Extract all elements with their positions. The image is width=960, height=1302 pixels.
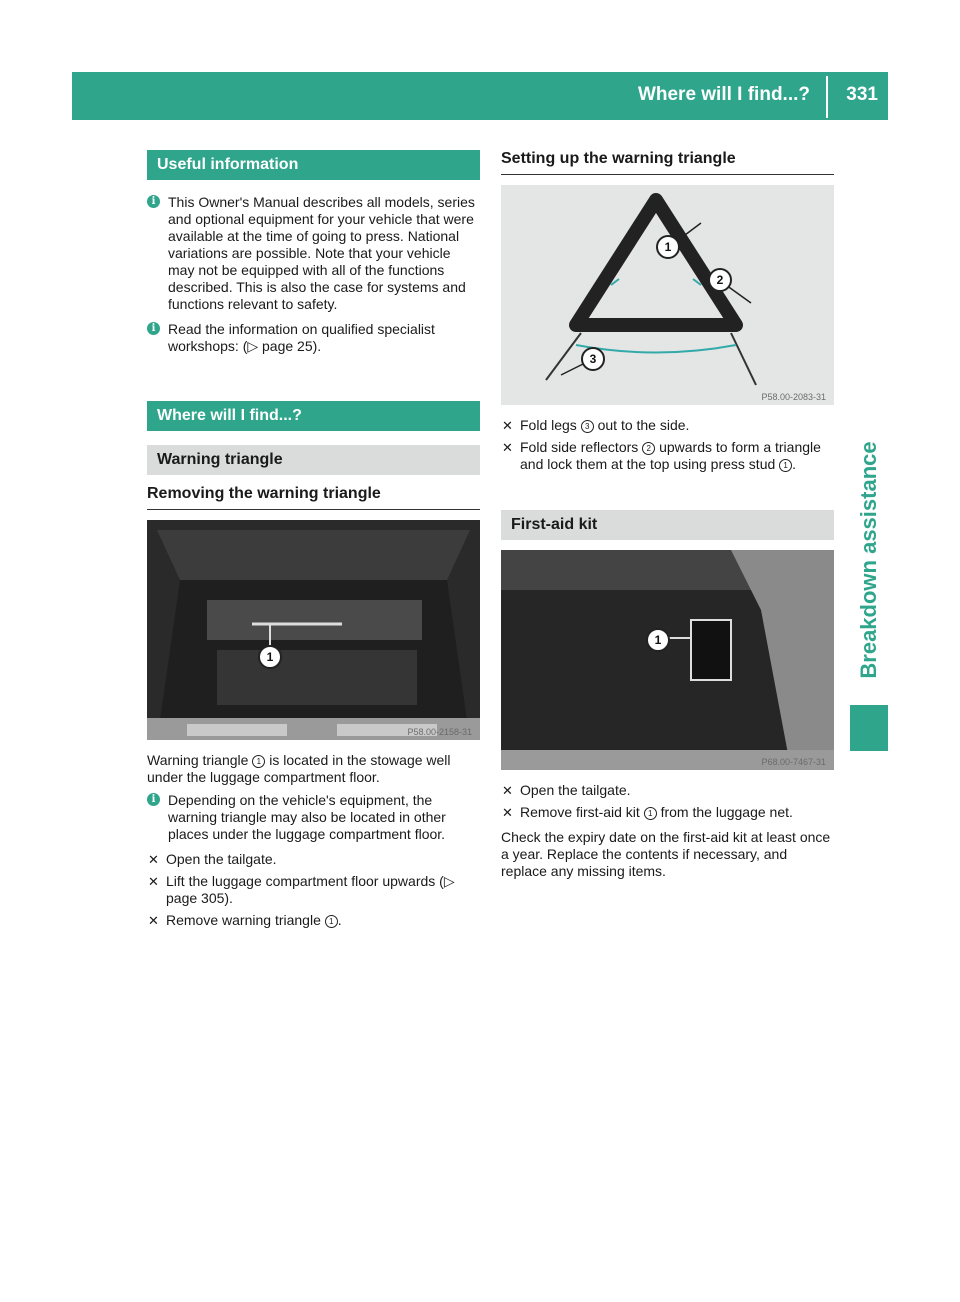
side-tab-label: Breakdown assistance — [856, 441, 881, 679]
where-heading: Where will I find...? — [147, 401, 480, 431]
cross-bullet-icon: ✕ — [148, 852, 159, 867]
paragraph-text: Warning triangle — [147, 752, 249, 768]
step-text: from the luggage net. — [660, 804, 793, 820]
info-text: This Owner's Manual describes all models, series and optional equipment for your vehicle that were available at the time of going to press. National variations are possible. Note that your vehicle may not be equipped with all of the functions described. This is also the case for systems and functions relevant to safety. — [168, 194, 475, 312]
list-item — [147, 912, 480, 929]
info-note — [147, 792, 480, 843]
luggage-illustration — [501, 550, 834, 770]
expiry-paragraph: Check the expiry date on the first-aid kit at least once a year. Replace the contents if necessary, and replace any missing items. — [501, 829, 831, 879]
info-text: Depending on the vehicle's equipment, the warning triangle may also be located in other places under the luggage compartment floor. — [168, 792, 446, 842]
paragraph-text: is located in the stowage well under the luggage compartment floor. — [147, 752, 451, 785]
callout-2: 2 — [708, 268, 732, 292]
callout-ref: 3 — [581, 420, 594, 433]
info-note — [147, 321, 480, 355]
info-icon: i — [147, 195, 160, 208]
header-divider — [826, 76, 828, 118]
step-text: Fold legs — [520, 417, 577, 433]
right-column — [501, 150, 834, 880]
callout-ref: 1 — [325, 915, 338, 928]
step-text: Fold side reflectors — [520, 439, 639, 455]
cross-bullet-icon: ✕ — [502, 783, 513, 798]
callout-ref: 1 — [644, 807, 657, 820]
triangle-setup-figure — [501, 185, 834, 405]
page-title: Where will I find...? — [637, 84, 810, 105]
list-item — [501, 439, 834, 473]
callout-3: 3 — [581, 347, 605, 371]
setup-heading: Setting up the warning triangle — [501, 150, 834, 175]
triangle-illustration — [501, 185, 834, 405]
first-aid-figure — [501, 550, 834, 770]
info-text: Read the information on qualified specialist workshops: (▷ page 25). — [168, 321, 435, 354]
step-text: out to the side. — [597, 417, 690, 433]
step-text: Open the tailgate. — [166, 851, 277, 867]
callout-1: 1 — [646, 628, 670, 652]
useful-info-heading: Useful information — [147, 150, 480, 180]
figure-code: P58.00-2158-31 — [407, 727, 472, 737]
figure-code: P68.00-7467-31 — [761, 757, 826, 767]
step-text: upwards to form a triangle and lock them at the top using press stud — [520, 439, 821, 472]
info-icon: i — [147, 322, 160, 335]
cross-bullet-icon: ✕ — [148, 913, 159, 928]
step-text: . — [337, 912, 342, 928]
step-text: Remove warning triangle — [166, 912, 321, 928]
location-paragraph — [147, 752, 480, 786]
info-note — [147, 194, 480, 313]
left-column — [147, 150, 480, 934]
side-tab-block — [850, 705, 888, 751]
warning-triangle-heading: Warning triangle — [147, 445, 480, 475]
step-text: Remove first-aid kit — [520, 804, 640, 820]
list-item — [501, 804, 834, 821]
callout-ref: 2 — [642, 442, 655, 455]
figure-code: P58.00-2083-31 — [761, 392, 826, 402]
cross-bullet-icon: ✕ — [502, 418, 513, 433]
page-number: 331 — [846, 84, 878, 105]
callout-ref: 1 — [252, 755, 265, 768]
removing-subheading: Removing the warning triangle — [147, 485, 480, 510]
header-bar — [72, 72, 888, 120]
list-item — [147, 851, 480, 868]
list-item — [147, 873, 480, 907]
info-icon: i — [147, 793, 160, 806]
first-aid-heading: First-aid kit — [501, 510, 834, 540]
cross-bullet-icon: ✕ — [148, 874, 159, 889]
trunk-stowage-figure — [147, 520, 480, 740]
step-text: . — [792, 456, 797, 472]
callout-ref: 1 — [779, 459, 792, 472]
step-text: Lift the luggage compartment floor upwards (▷ page 305). — [166, 873, 455, 906]
callout-1: 1 — [258, 645, 282, 669]
side-tab — [850, 420, 888, 700]
cross-bullet-icon: ✕ — [502, 440, 513, 455]
list-item — [501, 782, 834, 799]
callout-1: 1 — [656, 235, 680, 259]
step-text: Open the tailgate. — [520, 782, 631, 798]
list-item — [501, 417, 834, 434]
trunk-illustration — [147, 520, 480, 740]
cross-bullet-icon: ✕ — [502, 805, 513, 820]
